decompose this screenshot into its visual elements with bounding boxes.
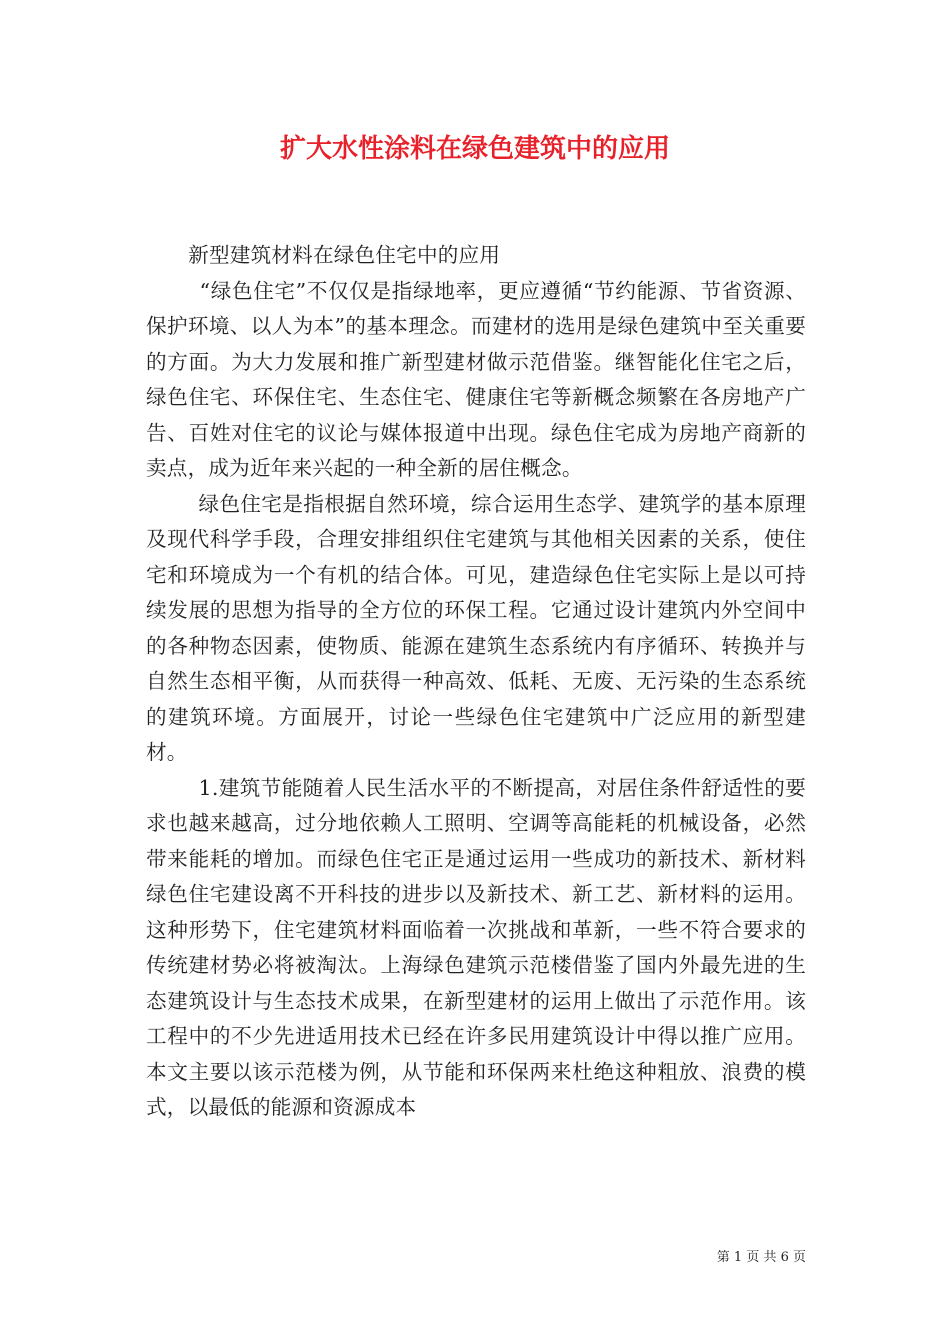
paragraph-2: 绿色住宅是指根据自然环境，综合运用生态学、建筑学的基本原理及现代科学手段，合理安排组织住宅建筑与其他相关因素的关系，使住宅和环境成为一个有机的结合体。可见，建造绿色住宅实际上是以可持续发展的思想为指导的全方位的环保工程。它通过设计建筑内外空间中的各种物态因素，使物质、能源在建筑生态系统内有序循环、转换并与自然生态相平衡，从而获得一种高效、低耗、无废、无污染的生态系统的建筑环境。方面展开，讨论一些绿色住宅建筑中广泛应用的新型建材。: [146, 491, 806, 764]
paragraph-subtitle: 新型建筑材料在绿色住宅中的应用: [188, 243, 501, 267]
page-number-footer: 第 1 页 共 6 页: [716, 1250, 806, 1265]
document-title: 扩大水性涂料在绿色建筑中的应用: [279, 134, 670, 164]
document-body: [146, 238, 806, 1126]
paragraph-1: “绿色住宅”不仅仅是指绿地率，更应遵循“节约能源、节省资源、保护环境、以人为本”的基本理念。而建材的选用是绿色建筑中至关重要的方面。为大力发展和推广新型建材做示范借鉴。继智能化住宅之后，绿色住宅、环保住宅、生态住宅、健康住宅等新概念频繁在各房地产广告、百姓对住宅的议论与媒体报道中出现。绿色住宅成为房地产商新的卖点，成为近年来兴起的一种全新的居住概念。: [146, 278, 806, 480]
paragraph-3: 1.建筑节能随着人民生活水平的不断提高，对居住条件舒适性的要求也越来越高，过分地依赖人工照明、空调等高能耗的机械设备，必然带来能耗的增加。而绿色住宅正是通过运用一些成功的新技术、新材料绿色住宅建设离不开科技的进步以及新技术、新工艺、新材料的运用。这种形势下，住宅建筑材料面临着一次挑战和革新，一些不符合要求的传统建材势必将被淘汰。上海绿色建筑示范楼借鉴了国内外最先进的生态建筑设计与生态技术成果，在新型建材的运用上做出了示范作用。该工程中的不少先进适用技术已经在许多民用建筑设计中得以推广应用。本文主要以该示范楼为例，从节能和环保两来杜绝这种粗放、浪费的模式，以最低的能源和资源成本: [146, 775, 806, 1119]
